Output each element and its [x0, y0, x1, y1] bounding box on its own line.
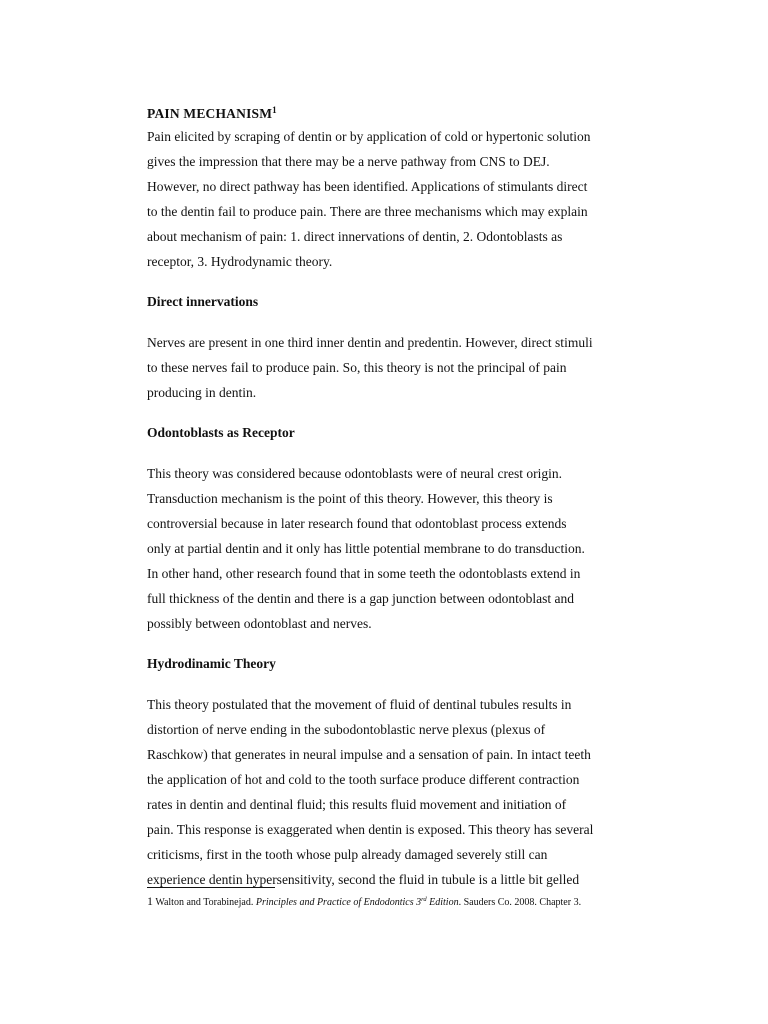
- text-line: controversial because in later research found that odontoblast process extends: [147, 516, 567, 531]
- footnote-edition: Edition: [429, 897, 459, 908]
- text-line: to the dentin fail to produce pain. There are three mechanisms which may explain: [147, 204, 588, 219]
- text-line: the application of hot and cold to the tooth surface produce different contraction: [147, 772, 580, 787]
- document-page: [147, 100, 658, 892]
- footnote-authors: Walton and Torabinejad.: [155, 897, 254, 908]
- footnote-divider: [147, 887, 275, 888]
- text-line: about mechanism of pain: 1. direct innervations of dentin, 2. Odontoblasts as: [147, 229, 563, 244]
- text-line: Transduction mechanism is the point of this theory. However, this theory is: [147, 491, 553, 506]
- footnote-book-sup: rd: [421, 896, 427, 903]
- intro-paragraph: [147, 124, 658, 274]
- text-line: full thickness of the dentin and there is a gap junction between odontoblast and: [147, 591, 575, 606]
- footnote-book-text: Principles and Practice of Endodontics 3: [255, 897, 422, 908]
- text-line: only at partial dentin and it only has little potential membrane to do transduction.: [147, 541, 585, 556]
- text-line: possibly between odontoblast and nerves.: [147, 616, 372, 631]
- text-line: criticisms, first in the tooth whose pulp already damaged severely still can: [147, 847, 548, 862]
- footnote-publisher: . Sauders Co. 2008. Chapter 3.: [458, 897, 582, 908]
- title-text: PAIN MECHANISM: [147, 106, 273, 121]
- text-line: distortion of nerve ending in the subodontoblastic nerve plexus (plexus of: [147, 722, 546, 737]
- footnote-book-title: [256, 897, 459, 908]
- text-line: Nerves are present in one third inner dentin and predentin. However, direct stimuli: [147, 335, 593, 350]
- text-line: This theory was considered because odontoblasts were of neural crest origin.: [147, 466, 562, 481]
- text-line: Pain elicited by scraping of dentin or by application of cold or hypertonic solution: [147, 129, 591, 144]
- section-heading-odontoblasts: Odontoblasts as Receptor: [147, 425, 295, 440]
- text-line: This theory postulated that the movement of fluid of dentinal tubules results in: [147, 697, 572, 712]
- text-line: In other hand, other research found that in some teeth the odontoblasts extend in: [147, 566, 581, 581]
- odontoblasts-paragraph: [147, 461, 658, 636]
- text-line: receptor, 3. Hydrodynamic theory.: [147, 254, 333, 269]
- text-line: pain. This response is exaggerated when dentin is exposed. This theory has several: [147, 822, 594, 837]
- footnote-ref: 1: [272, 105, 277, 115]
- text-line: Raschkow) that generates in neural impulse and a sensation of pain. In intact teeth: [147, 747, 591, 762]
- text-line: to these nerves fail to produce pain. So, this theory is not the principal of pain: [147, 360, 567, 375]
- section-heading-hydrodinamic: Hydrodinamic Theory: [147, 656, 276, 671]
- text-line: producing in dentin.: [147, 385, 257, 400]
- text-line: experience dentin hypersensitivity, second the fluid in tubule is a little bit gelled: [147, 872, 580, 887]
- hydrodinamic-paragraph: [147, 692, 658, 892]
- section-heading-direct-innervations: Direct innervations: [147, 294, 259, 309]
- page-title: [147, 100, 658, 124]
- direct-innervations-paragraph: [147, 330, 658, 405]
- text-line: rates in dentin and dentinal fluid; this results fluid movement and initiation of: [147, 797, 567, 812]
- footnote-number: 1: [147, 894, 153, 908]
- footnote: [147, 893, 581, 910]
- text-line: gives the impression that there may be a nerve pathway from CNS to DEJ.: [147, 154, 550, 169]
- text-line: However, no direct pathway has been identified. Applications of stimulants direct: [147, 179, 588, 194]
